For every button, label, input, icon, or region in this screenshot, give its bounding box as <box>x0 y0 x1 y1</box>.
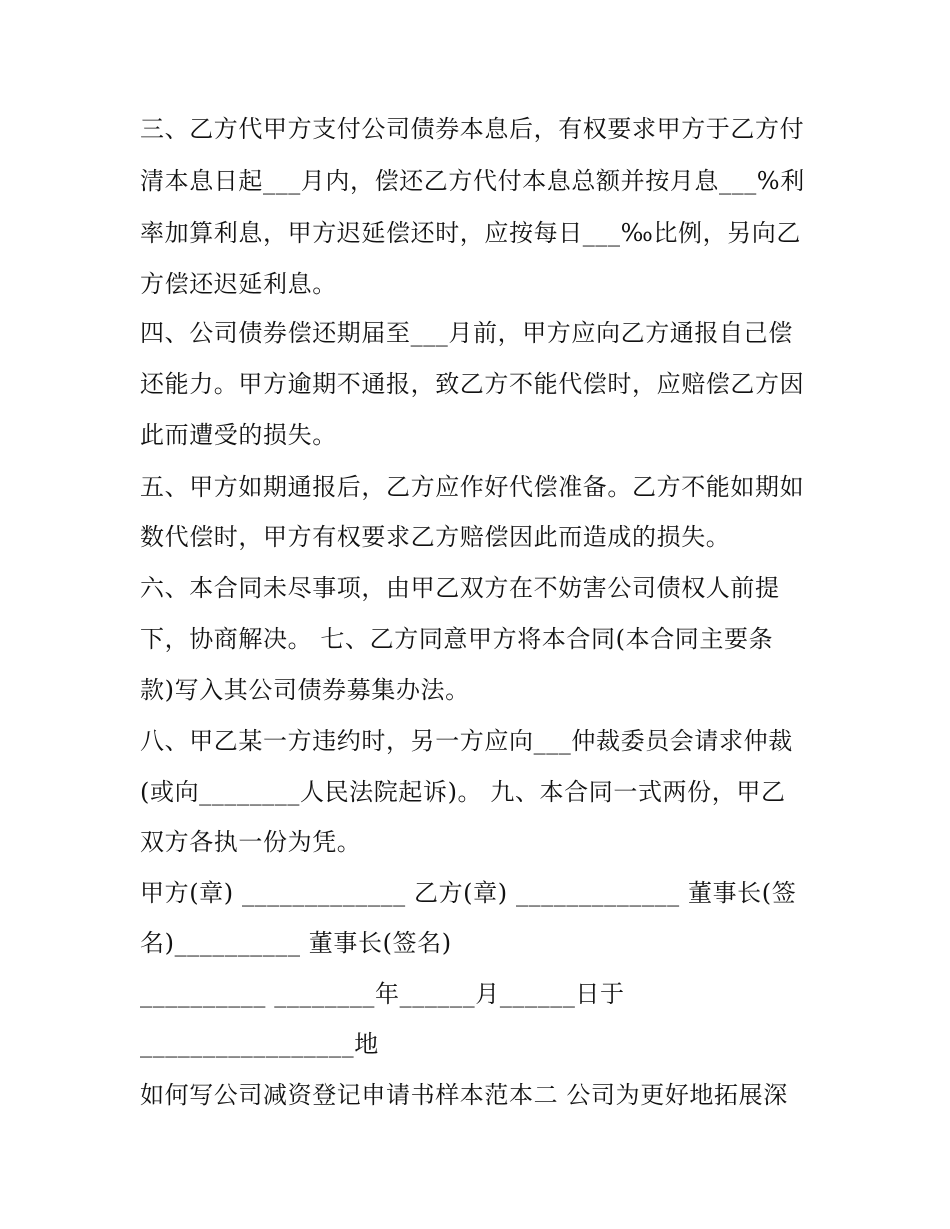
text-line: 四、公司债券偿还期届至___月前，甲方应向乙方通报自己偿 <box>140 319 793 347</box>
text-line: 三、乙方代甲方支付公司债券本息后，有权要求甲方于乙方付 <box>140 115 805 143</box>
text-line: 款)写入其公司债券募集办法。 <box>140 676 470 704</box>
text-line: __________ ________年______月______日于 <box>140 980 625 1008</box>
text-line: 数代偿时，甲方有权要求乙方赔偿因此而造成的损失。 <box>140 523 731 551</box>
text-line: 下，协商解决。 七、乙方同意甲方将本合同(本合同主要条 <box>140 625 774 653</box>
text-line: 如何写公司减资登记申请书样本范本二 公司为更好地拓展深 <box>140 1081 788 1109</box>
text-line: (或向________人民法院起诉)。 九、本合同一式两份，甲乙 <box>140 778 786 806</box>
text-line: 清本息日起___月内，偿还乙方代付本息总额并按月息___%利 <box>140 167 805 195</box>
text-line: 甲方(章) _____________ 乙方(章) _____________ 董事长(签 <box>140 879 797 907</box>
text-line: 方偿还迟延利息。 <box>140 270 337 298</box>
text-line: 还能力。甲方逾期不通报，致乙方不能代偿时，应赔偿乙方因 <box>140 370 805 398</box>
text-line: 此而遭受的损失。 <box>140 421 337 449</box>
text-line: 双方各执一份为凭。 <box>140 828 362 856</box>
text-line: 率加算利息，甲方迟延偿还时，应按每日___‰比例，另向乙 <box>140 219 802 247</box>
text-line: _________________地 <box>140 1030 379 1058</box>
text-line: 六、本合同未尽事项，由甲乙双方在不妨害公司债权人前提 <box>140 574 780 602</box>
text-line: 五、甲方如期通报后，乙方应作好代偿准备。乙方不能如期如 <box>140 473 805 501</box>
text-line: 名)__________ 董事长(签名) <box>140 929 452 957</box>
text-line: 八、甲乙某一方违约时，另一方应向___仲裁委员会请求仲裁 <box>140 727 793 755</box>
